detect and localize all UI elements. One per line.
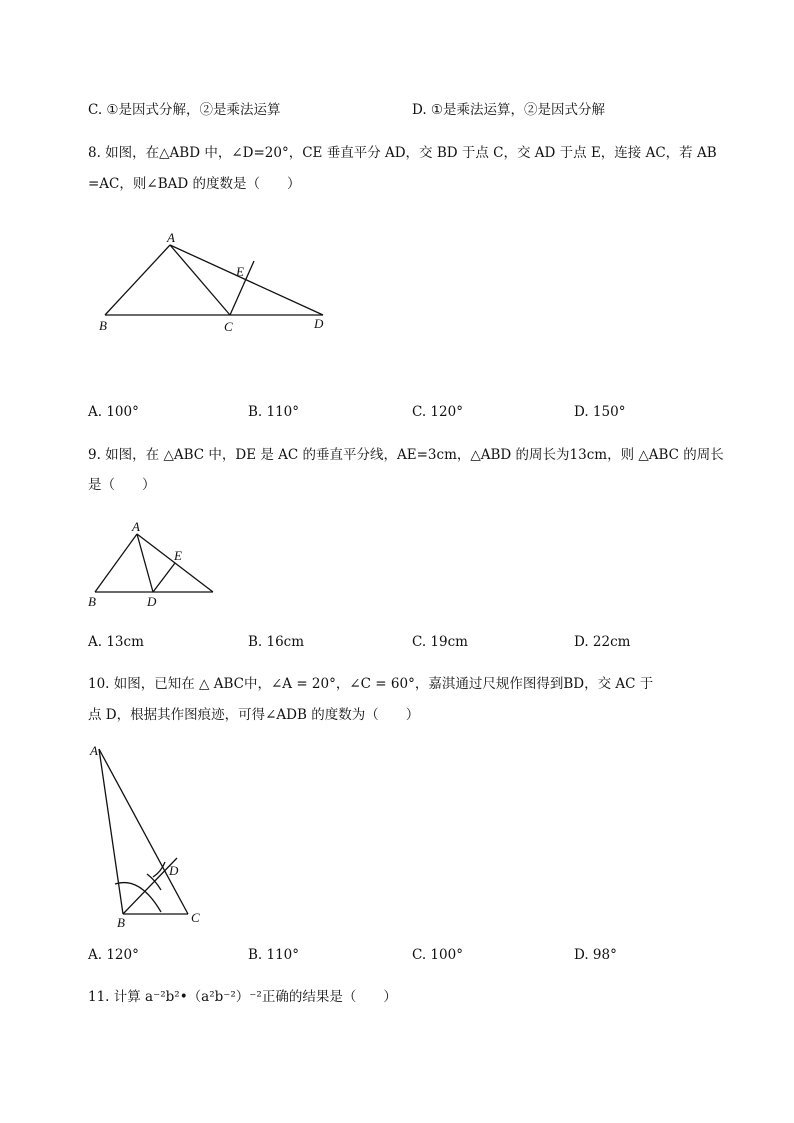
q9-option-a: A. 13cm	[88, 634, 144, 650]
q8-segment-ab	[105, 245, 170, 315]
q9-option-c: C. 19cm	[412, 634, 468, 650]
q10-option-b: B. 110°	[248, 947, 300, 963]
q8-segment-ac	[170, 245, 230, 315]
q8-figure	[95, 225, 340, 340]
q9-label-e: E	[174, 548, 182, 563]
q10-label-c: C	[191, 910, 200, 925]
q10-label-a: A	[90, 743, 98, 758]
q8-stem-line1: 8. 如图，在△ABD 中，∠D=20°，CE 垂直平分 AD，交 BD 于点 C，交 AD 于点 E，连接 AC，若 AB	[88, 145, 717, 161]
q9-label-a: A	[132, 519, 140, 534]
q10-stem-line2: 点 D，根据其作图痕迹，可得∠ADB 的度数为（ ）	[88, 707, 420, 723]
q10-figure	[85, 740, 210, 930]
q10-arc-mark-2	[153, 862, 165, 877]
q9-label-b: B	[88, 594, 96, 609]
q10-segment-ab	[99, 749, 123, 914]
q9-segment-ab	[95, 534, 137, 592]
q8-label-a: A	[167, 230, 175, 245]
q11-stem-line1: 11. 计算 a⁻²b²•（a²b⁻²）⁻²正确的结果是（ ）	[88, 989, 397, 1005]
q8-label-d: D	[314, 316, 324, 331]
q9-stem-line2: 是（ ）	[88, 477, 156, 493]
q9-segment-de	[153, 563, 175, 592]
q10-stem-line1: 10. 如图，已知在 △ ABC中，∠A = 20°，∠C = 60°，嘉淇通过尺规作图得到BD，交 AC 于	[88, 676, 654, 692]
q9-option-b: B. 16cm	[248, 634, 305, 650]
q8-option-b: B. 110°	[248, 404, 300, 420]
q8-option-d: D. 150°	[574, 404, 626, 420]
q8-segment-ad	[170, 245, 323, 315]
q10-label-b: B	[117, 915, 125, 930]
q8-stem-line2: =AC，则∠BAD 的度数是（ ）	[88, 176, 301, 192]
q8-option-c: C. 120°	[412, 404, 463, 420]
q8-label-b: B	[99, 318, 107, 333]
q7-option-d: D. ①是乘法运算，②是因式分解	[412, 102, 606, 118]
q10-label-d: D	[169, 863, 179, 878]
q8-option-a: A. 100°	[88, 404, 139, 420]
q9-segment-ad	[137, 534, 153, 592]
q10-option-a: A. 120°	[88, 947, 139, 963]
q9-label-d: D	[147, 594, 157, 609]
q8-label-e: E	[236, 264, 244, 279]
q9-option-d: D. 22cm	[574, 634, 631, 650]
q8-label-c: C	[224, 319, 233, 334]
q10-option-d: D. 98°	[574, 947, 617, 963]
q9-stem-line1: 9. 如图，在 △ABC 中，DE 是 AC 的垂直平分线，AE=3cm，△ABD 的周长为13cm，则 △ABC 的周长	[88, 447, 724, 463]
q10-segment-ac	[99, 749, 188, 914]
q9-figure	[85, 518, 220, 610]
q7-option-c: C. ①是因式分解，②是乘法运算	[88, 102, 281, 118]
q10-option-c: C. 100°	[412, 947, 463, 963]
